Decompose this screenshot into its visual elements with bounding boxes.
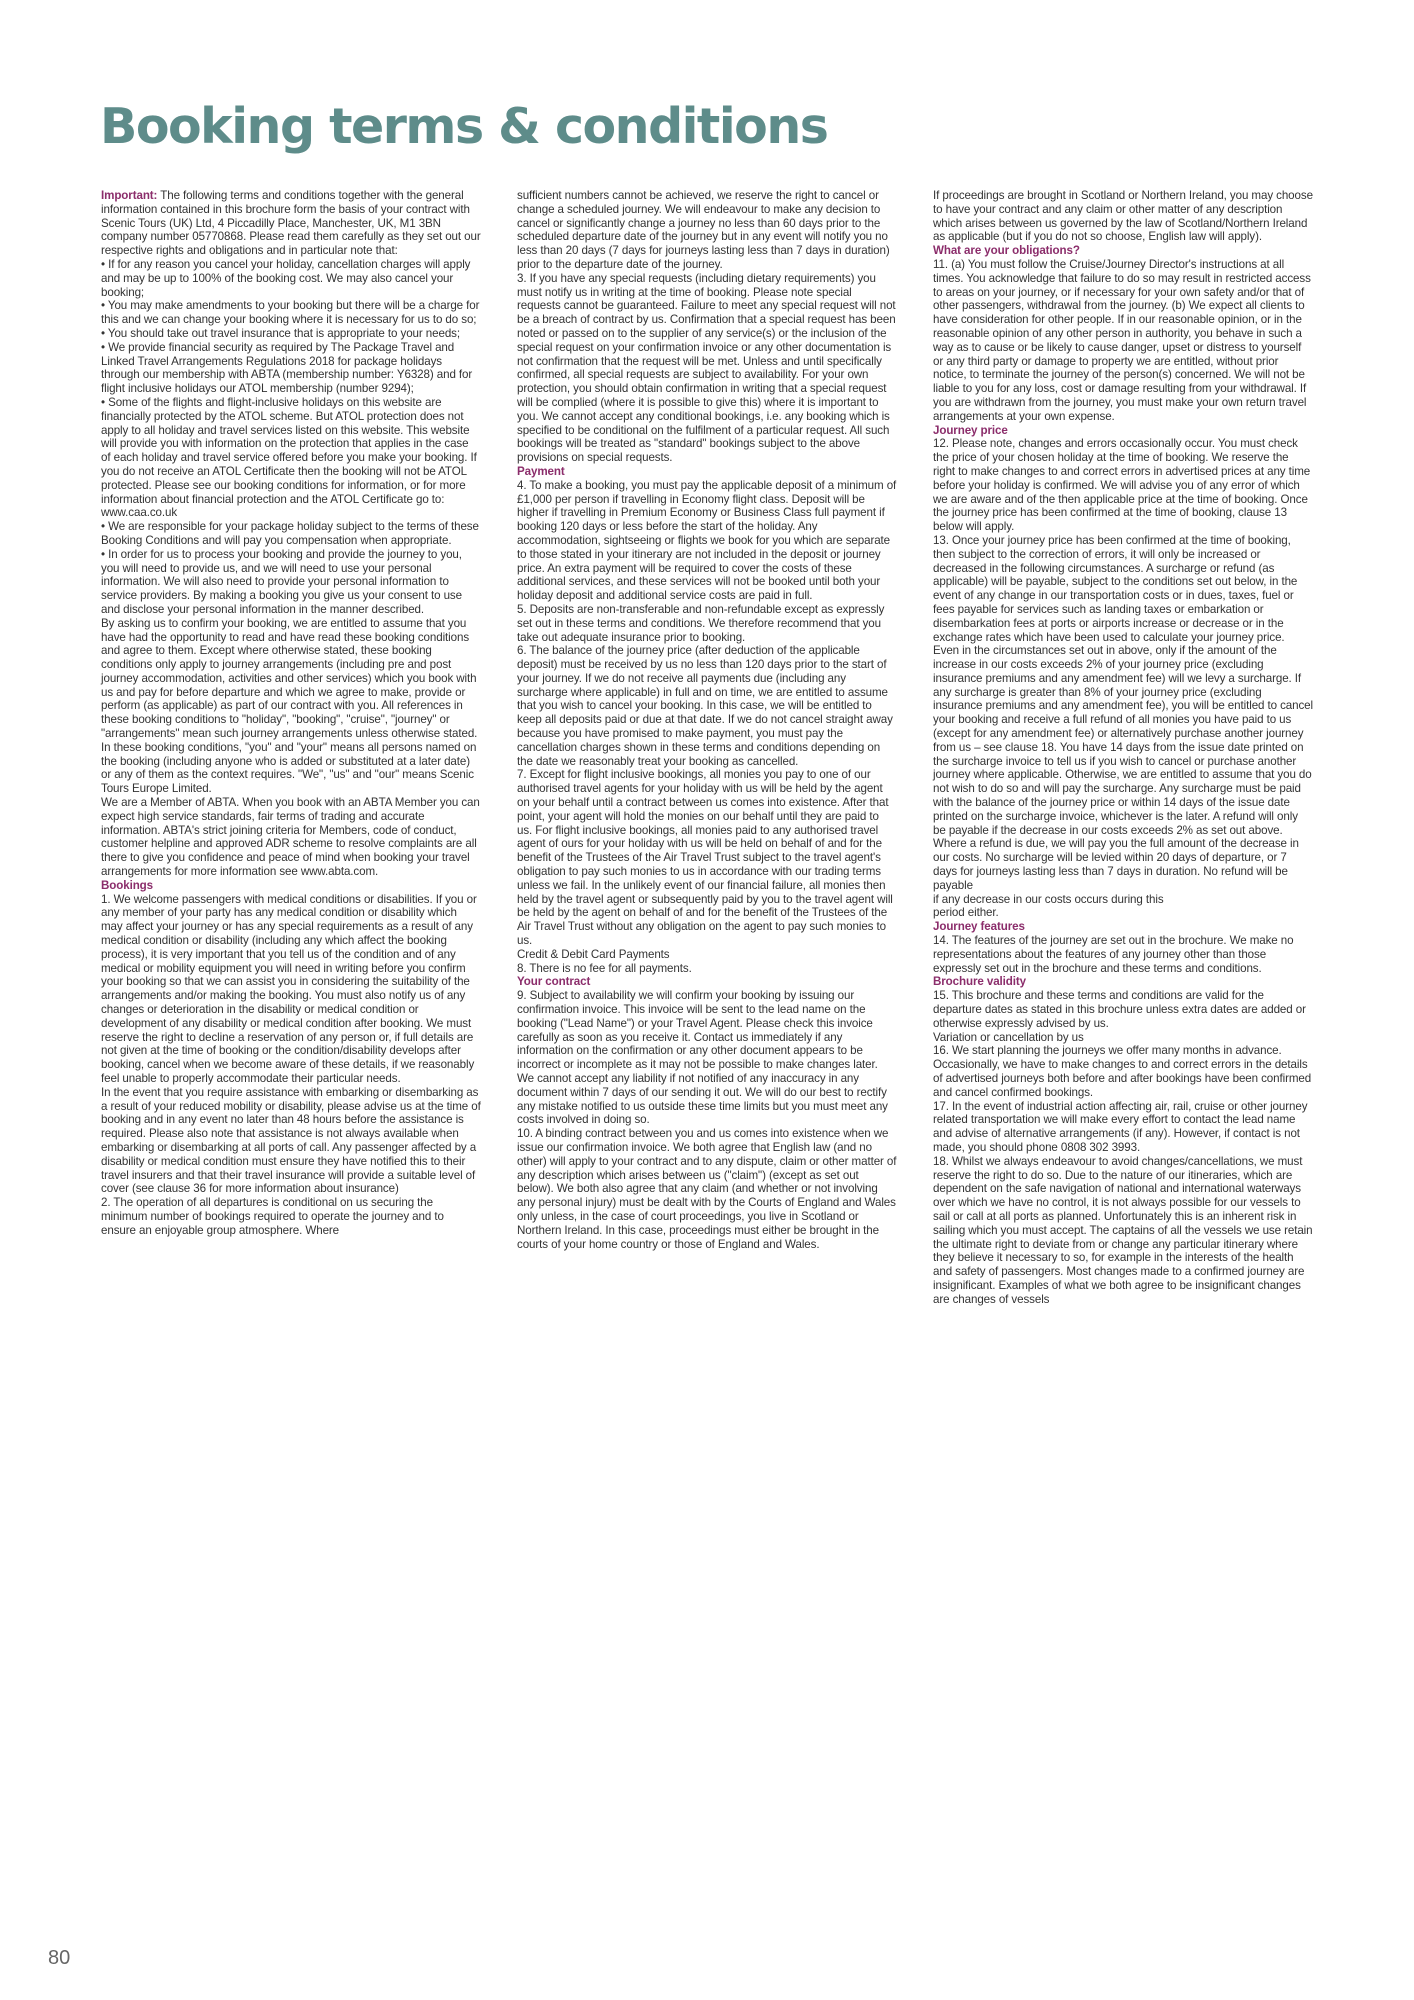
column-1 bbox=[101, 189, 481, 1238]
paragraph: sufficient numbers cannot be achieved, we reserve the right to cancel or change a scheduled journey. We will endeavour to make any decision to cancel or significantly change a journey no less than 60 days prior to the scheduled departure date of the journey but in any event will notify you no less than 20 days (7 days for journeys lasting less than 7 days in duration) prior to the departure date of the journey. bbox=[517, 189, 890, 271]
clause-12: 12. Please note, changes and errors occasionally occur. You must check the price of your chosen holiday at the time of booking. We reserve the right to make changes to and correct errors in advertised prices at any time before your holiday is confirmed. We will advise you of any error of which we are aware and of the then applicable price at the time of booking. Once the journey price has been confirmed at the time of booking, clause 13 below will apply. bbox=[933, 437, 1311, 534]
clause-14: 14. The features of the journey are set out in the brochure. We make no representations about the features of any journey other than those expressly set out in the brochure and these terms and conditions. bbox=[933, 934, 1294, 975]
section-heading-obligations: What are your obligations? bbox=[933, 244, 1080, 258]
subheading-variation: Variation or cancellation by us bbox=[933, 1030, 1084, 1044]
subheading-card-payments: Credit & Debit Card Payments bbox=[517, 947, 670, 961]
bullet-item: • You may make amendments to your booking but there will be a charge for this and we can change your booking where it is necessary for us to do so; bbox=[101, 299, 480, 327]
column-3 bbox=[933, 189, 1313, 1307]
clause-13-line: period either. bbox=[933, 906, 999, 920]
bullet-item: • You should take out travel insurance that is appropriate to your needs; bbox=[101, 326, 460, 340]
bullet-item: • We provide financial security as required by The Package Travel and Linked Travel Arrangements Regulations 2018 for package holidays through our membership with ABTA (membership number: Y6328) and for flight inclusive holidays our ATOL membership (number 9294); bbox=[101, 340, 473, 396]
clause-13: 13. Once your journey price has been confirmed at the time of booking, then subject to the correction of errors, it will only be increased or decreased in the following circumstances. A surcharge or refund (as applicable) will be payable, subject to the conditions set out below, in the event of any change in our transportation costs or in dues, taxes, fuel or fees payable for services such as landing taxes or embarkation or disembarkation fees at ports or airports increase or decrease or in the exchange rates which have been used to calculate your journey price. Even in the circumstances set out in above, only if the amount of the increase in our costs exceeds 2% of your journey price (excluding insurance premiums and any amendment fee) will we levy a surcharge. If any surcharge is greater than 8% of your journey price (excluding insurance premiums and any amendment fee), you will be entitled to cancel your booking and receive a full refund of all monies you have paid to us (except for any amendment fee) or alternatively purchase another journey from us – see clause 18. You have 14 days from the issue date printed on the surcharge invoice to tell us if you wish to cancel or purchase another journey where applicable. Otherwise, we are entitled to assume that you do not wish to do so and will pay the surcharge. Any surcharge must be paid with the balance of the journey price or within 14 days of the issue date printed on the surcharge invoice, whichever is the later. A refund will only be payable if the decrease in our costs exceeds 2% as set out above. Where a refund is due, we will pay you the full amount of the decrease in our costs. No surcharge will be levied within 20 days of departure, or 7 days for journeys lasting less than 7 days in duration. No refund will be payable bbox=[933, 533, 1314, 892]
paragraph: We are a Member of ABTA. When you book with an ABTA Member you can expect high service standards, fair terms of trading and accurate information. ABTA's strict joining criteria for Members, code of conduct, customer helpline and approved ADR scheme to resolve complaints are all there to give you confidence and peace of mind when booking your travel arrangements for more information see www.abta.com. bbox=[101, 796, 480, 879]
clause-15: 15. This brochure and these terms and conditions are valid for the departure dates as stated in this brochure unless extra dates are added or otherwise expressly advised by us. bbox=[933, 989, 1306, 1030]
page-number: 80 bbox=[48, 1947, 71, 1969]
bullet-item: • If for any reason you cancel your holiday, cancellation charges will apply and may be up to 100% of the booking cost. We may also cancel your booking; bbox=[101, 257, 471, 299]
clause-2: 2. The operation of all departures is conditional on us securing the minimum number of bookings required to operate the journey and to ensure an enjoyable group atmosphere. Where bbox=[101, 1196, 444, 1237]
clause-6: 6. The balance of the journey price (after deduction of the applicable deposit) must be received by us no less than 120 days prior to the start of your journey. If we do not receive all payments due (including any surcharge where applicable) in full and on time, we are entitled to assume that you wish to cancel your booking. In this case, we will be entitled to keep all deposits paid or due at that date. If we do not cancel straight away because you have promised to make payment, you must pay the cancellation charges shown in these terms and conditions depending on the date we reasonably treat your booking as cancelled. bbox=[517, 644, 893, 768]
column-2 bbox=[517, 189, 897, 1251]
paragraph: In the event that you require assistance with embarking or disembarking as a result of your reduced mobility or disability, please advise us at the time of booking and in any event no later than 48 hours before the assistance is required. Please also note that assistance is not always available when embarking or disembarking at all ports of call. Any passenger affected by a disability or medical condition must ensure they have notified this to their travel insurers and that their travel insurance will provide a suitable level of cover (see clause 36 for more information about insurance) bbox=[101, 1085, 481, 1196]
clause-4: 4. To make a booking, you must pay the applicable deposit of a minimum of £1,000 per person if travelling in Economy flight class. Deposit will be higher if travelling in Premium Economy or Business Class full payment if booking 120 days or less before the start of the holiday. Any accommodation, sightseeing or flights we book for you which are separate to those stated in your itinerary are not included in the deposit or journey price. An extra payment will be required to cover the costs of these additional services, and these services will not be booked until both your holiday deposit and additional service costs are paid in full. bbox=[517, 478, 897, 603]
clause-10: 10. A binding contract between you and us comes into existence when we issue our confirmation invoice. We both agree that English law (and no other) will apply to your contract and to any dispute, claim or other matter of any description which arises between us ("claim") (except as set out below). We both also agree that any claim (and whether or not involving any personal injury) must be dealt with by the Courts of England and Wales only unless, in the case of court proceedings, you live in Scotland or Northern Ireland. In this case, proceedings must either be brought in the courts of your home country or those of England and Wales. bbox=[517, 1127, 897, 1251]
clause-18: 18. Whilst we always endeavour to avoid changes/cancellations, we must reserve the right to do so. Due to the nature of our itineraries, which are dependent on the safe navigation of national and international waterways over which we have no control, it is not always possible for our vessels to sail or call at all ports as planned. Unfortunately this is an inherent risk in sailing which you must accept. The captains of all the vessels we use retain the ultimate right to deviate from or change any particular itinerary where they believe it necessary to so, for example in the interests of the health and safety of passengers. Most changes made to a confirmed journey are insignificant. Examples of what we both agree to be insignificant changes are changes of vessels bbox=[933, 1154, 1313, 1306]
clause-5: 5. Deposits are non-transferable and non-refundable except as expressly set out in these terms and conditions. We therefore recommend that you take out adequate insurance prior to booking. bbox=[517, 602, 885, 644]
clause-1: 1. We welcome passengers with medical conditions or disabilities. If you or any member of your party has any medical condition or disability which may affect your journey or has any special requirements as a result of any medical condition or disability (including any which affect the booking process), it is very important that you tell us of the condition and of any medical or mobility equipment you will need in writing before you confirm your booking so that we can assist you in considering the suitability of the arrangements and/or making the booking. You must also notify us of any changes or deterioration in the disability or medical condition or development of any disability or medical condition after booking. We must reserve the right to decline a reservation of any person or, if full details are not given at the time of booking or the condition/disability develops after booking, cancel when we become aware of these details, if we reasonably feel unable to properly accommodate their particular needs. bbox=[101, 892, 477, 1085]
section-heading-journey-price: Journey price bbox=[933, 423, 1008, 437]
section-heading-features: Journey features bbox=[933, 920, 1025, 934]
intro-text: The following terms and conditions together with the general information contained in this brochure form the basis of your contract with Scenic Tours (UK) Ltd, 4 Piccadilly Place, Manchester, UK, M1 3BN company number 05770868. Please read them carefully as they set out our respective rights and obligations and in particular note that: bbox=[101, 189, 481, 258]
clause-11: 11. (a) You must follow the Cruise/Journey Director's instructions at all times. You acknowledge that failure to do so may result in restricted access to areas on your journey, or if necessary for your own safety and/or that of other passengers, withdrawal from the journey. (b) We expect all clients to have consideration for other people. If in our reasonable opinion, or in the reasonable opinion of any other person in authority, you behave in such a way as to cause or be likely to cause danger, upset or distress to yourself or any third party or damage to property we are entitled, without prior notice, to terminate the journey of the person(s) concerned. We will not be liable to you for any loss, cost or damage resulting from your withdrawal. If you are withdrawn from the journey, you must make your own return travel arrangements at your own expense. bbox=[933, 257, 1311, 423]
bullet-item: • We are responsible for your package holiday subject to the terms of these Booking Conditions and will pay you compensation when appropriate. bbox=[101, 520, 479, 547]
section-heading-contract: Your contract bbox=[517, 975, 591, 989]
clause-17: 17. In the event of industrial action affecting air, rail, cruise or other journey related transportation we will make every effort to contact the lead name and advise of alternative arrangements (if any). However, if contact is not made, you should phone 0808 302 3993. bbox=[933, 1099, 1308, 1154]
bullet-item: • Some of the flights and flight-inclusive holidays on this website are financially protected by the ATOL scheme. But ATOL protection does not apply to all holiday and travel services listed on this website. This website will provide you with information on the protection that applies in the case of each holiday and travel service offered before you make your booking. If you do not receive an ATOL Certificate then the booking will not be ATOL protected. Please see our booking conditions for information, or for more information about financial protection and the ATOL Certificate go to: www.caa.co.uk bbox=[101, 395, 477, 520]
clause-16: 16. We start planning the journeys we offer many months in advance. Occasionally, we have to make changes to and correct errors in the details of advertised journeys both before and after bookings have been confirmed and cancel confirmed bookings. bbox=[933, 1044, 1312, 1099]
clause-9: 9. Subject to availability we will confirm your booking by issuing our confirmation invoice. This invoice will be sent to the lead name on the booking ("Lead Name") or your Travel Agent. Please check this invoice carefully as soon as you receive it. Contact us immediately if any information on the confirmation or any other document appears to be incorrect or incomplete as it may not be possible to make changes later. We cannot accept any liability if not notified of any inaccuracy in any document within 7 days of our sending it out. We will do our best to rectify any mistake notified to us outside these time limits but you must meet any costs involved in doing so. bbox=[517, 989, 888, 1127]
clause-3: 3. If you have any special requests (including dietary requirements) you must notify us in writing at the time of booking. Please note special requests cannot be guaranteed. Failure to meet any special request will not be a breach of contract by us. Confirmation that a special request has been noted or passed on to the supplier of any service(s) or the inclusion of the special request on your confirmation invoice or any other documentation is not confirmation that the request will be met. Unless and until specifically confirmed, all special requests are subject to availability. For your own protection, you should obtain confirmation in writing that a special request will be complied (where it is possible to give this) where it is important to you. We cannot accept any conditional bookings, i.e. any booking which is specified to be conditional on the fulfilment of a particular request. All such bookings will be treated as "standard" bookings subject to the above provisions on special requests. bbox=[517, 271, 896, 465]
bullet-item: • In order for us to process your booking and provide the journey to you, you will need to provide us, and we will need to use your personal information. We will also need to provide your personal information to service providers. By making a booking you give us your consent to use and disclose your personal information in the manner described. bbox=[101, 547, 462, 616]
intro-lead: Important: bbox=[101, 189, 158, 202]
section-heading-bookings: Bookings bbox=[101, 878, 154, 892]
clause-7: 7. Except for flight inclusive bookings, all monies you pay to one of our authorised travel agents for your holiday with us will be held by the agent on your behalf until a contract between us comes into existence. After that point, your agent will hold the monies on our behalf until they are paid to us. For flight inclusive bookings, all monies paid to any authorised travel agent of ours for your holiday with us will be held on behalf of and for the benefit of the Trustees of the Air Travel Trust subject to the travel agent's obligation to pay such monies to us in accordance with our trading terms unless we fail. In the unlikely event of our financial failure, all monies then held by the travel agent or subsequently paid by you to the travel agent will be held by the agent on behalf of and for the benefit of the Trustees of the Air Travel Trust without any obligation on the agent to pay such monies to us. bbox=[517, 768, 893, 948]
page-title: Booking terms & conditions bbox=[100, 98, 828, 155]
paragraph: By asking us to confirm your booking, we are entitled to assume that you have had the opportunity to read and have read these booking conditions and agree to them. Except where otherwise stated, these booking conditions only apply to journey arrangements (including pre and post journey accommodation, activities and other services) which you book with us and pay for before departure and which we agree to make, provide or perform (as applicable) as part of our contract with you. All references in these booking conditions to "holiday", "booking", "cruise", "journey" or "arrangements" mean such journey arrangements unless otherwise stated. In these booking conditions, "you" and "your" means all persons named on the booking (including anyone who is added or substituted at a later date) or any of them as the context requires. "We", "us" and "our" means Scenic Tours Europe Limited. bbox=[101, 616, 478, 796]
clause-13-line: if any decrease in our costs occurs during this bbox=[933, 892, 1164, 906]
clause-8: 8. There is no fee for all payments. bbox=[517, 961, 692, 975]
paragraph: If proceedings are brought in Scotland or Northern Ireland, you may choose to have your contract and any claim or other matter of any description which arises between us governed by the law of Scotland/Northern Ireland as applicable (but if you do not so choose, English law will apply). bbox=[933, 189, 1313, 244]
section-heading-validity: Brochure validity bbox=[933, 975, 1027, 989]
section-heading-payment: Payment bbox=[517, 464, 565, 478]
intro-paragraph bbox=[101, 189, 481, 258]
